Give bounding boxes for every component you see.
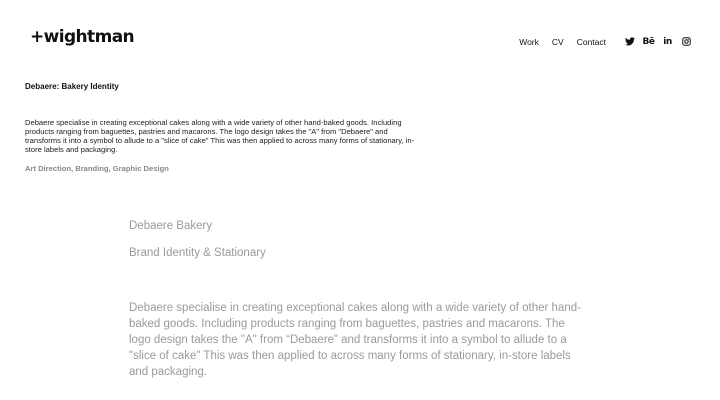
content-body: Debaere specialise in creating exceptional cakes along with a wide variety of other hand-baked goods. Including products ranging from baguettes, pastries and macarons. The logo design takes the "A" from “Debaere” and transforms it into a symbol to allude to a "slice of cake" This was then applied to across many forms of stationary, in-store labels and packaging. <box>129 302 581 378</box>
social-links <box>616 36 692 47</box>
main-nav <box>519 36 692 47</box>
nav-link-work[interactable]: Work <box>519 36 539 47</box>
twitter-icon[interactable] <box>624 36 635 47</box>
project-tags: Art Direction, Branding, Graphic Design <box>25 164 169 173</box>
project-title: Debaere: Bakery Identity <box>25 82 119 91</box>
instagram-icon[interactable] <box>681 36 692 47</box>
nav-link-contact[interactable]: Contact <box>576 36 606 47</box>
site-logo[interactable]: +wightman <box>30 27 135 47</box>
nav-link-cv[interactable]: CV <box>551 36 564 47</box>
behance-icon[interactable]: Bē <box>642 36 655 47</box>
project-description: Debaere specialise in creating exceptional cakes along with a wide variety of other hand-baked goods. Including products ranging from baguettes, pastries and macarons. The logo design takes the "A" from "Debaere" and transforms it into a symbol to allude to a "slice of cake" This was then applied to across many forms of stationary, in-store labels and packaging. <box>25 118 415 154</box>
content-subheading: Brand Identity & Stationary <box>129 247 266 259</box>
content-heading: Debaere Bakery <box>129 220 213 232</box>
linkedin-icon[interactable]: in <box>663 36 672 47</box>
